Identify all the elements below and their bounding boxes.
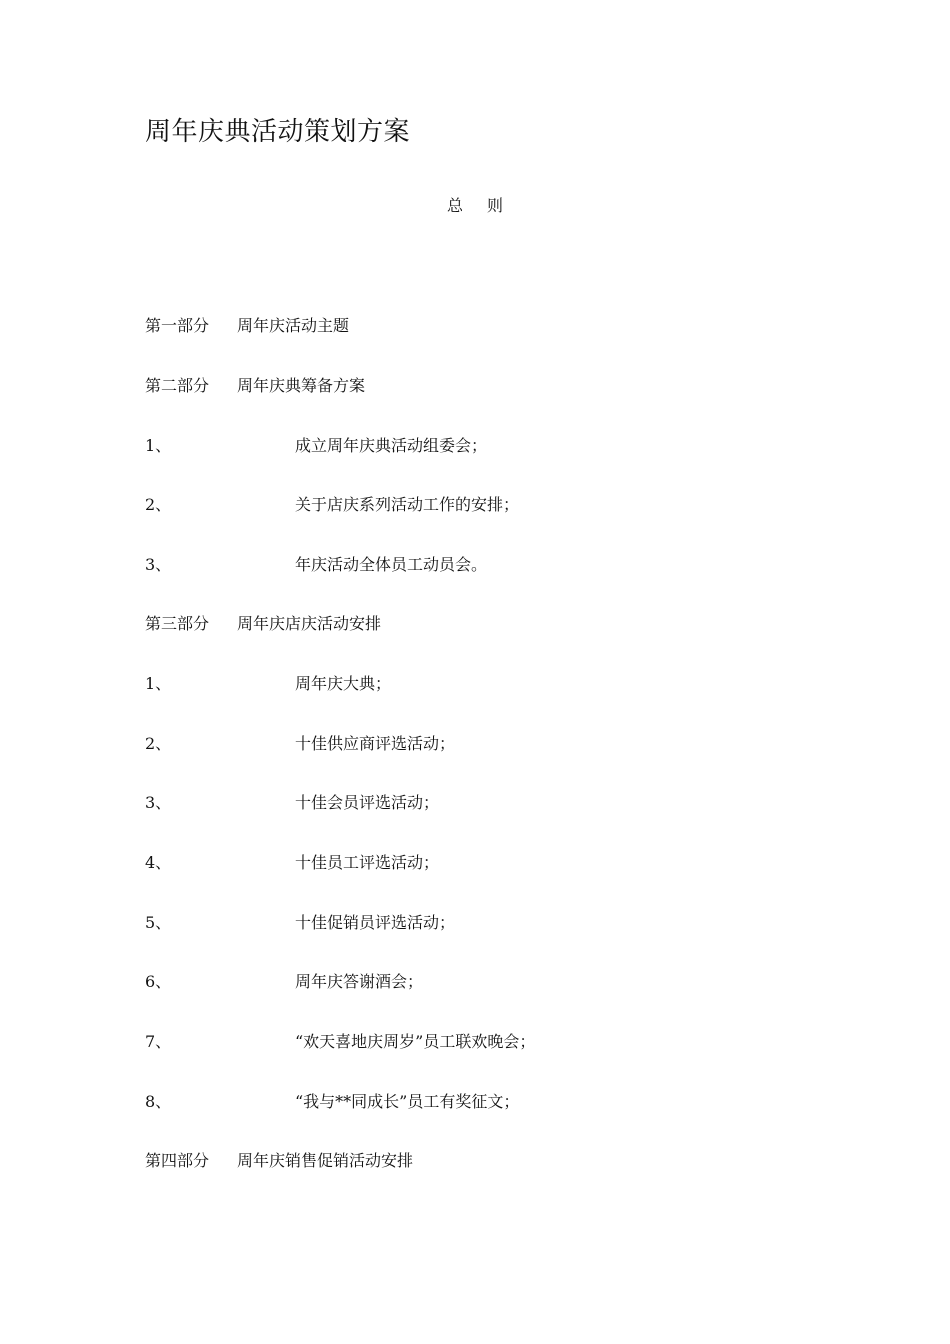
item-number: 1、	[145, 436, 172, 455]
list-item	[145, 492, 519, 518]
item-text: 成立周年庆典活动组委会；	[295, 436, 488, 455]
item-text: 年庆活动全体员工动员会。	[295, 555, 488, 574]
document-title: 周年庆典活动策划方案	[145, 117, 411, 147]
item-text: “我与**同成长”员工有奖征文；	[295, 1092, 520, 1111]
item-text: 十佳员工评选活动；	[295, 853, 440, 872]
item-text: 周年庆答谢酒会；	[295, 972, 424, 991]
heading-char-2: 则	[487, 196, 504, 215]
list-item	[145, 1089, 519, 1115]
item-number: 4、	[145, 853, 172, 872]
list-item	[145, 850, 439, 876]
part-heading-4	[145, 1148, 413, 1174]
section-heading-general	[0, 194, 950, 218]
item-number: 2、	[145, 734, 172, 753]
item-number: 5、	[145, 913, 172, 932]
part-title: 周年庆销售促销活动安排	[237, 1151, 414, 1170]
part-title: 周年庆活动主题	[237, 316, 350, 335]
part-label: 第四部分	[145, 1151, 210, 1170]
item-text: 周年庆大典；	[295, 674, 392, 693]
item-text: 十佳促销员评选活动；	[295, 913, 456, 932]
item-number: 7、	[145, 1032, 172, 1051]
part-heading-3	[145, 611, 381, 637]
item-number: 3、	[145, 793, 172, 812]
part-label: 第一部分	[145, 316, 210, 335]
part-heading-1	[145, 313, 349, 339]
item-text: 十佳会员评选活动；	[295, 793, 440, 812]
part-title: 周年庆店庆活动安排	[237, 614, 382, 633]
list-item	[145, 969, 423, 995]
part-title: 周年庆典筹备方案	[237, 376, 366, 395]
heading-char-1: 总	[446, 196, 463, 215]
item-text: “欢天喜地庆周岁”员工联欢晚会；	[295, 1032, 536, 1051]
list-item	[145, 552, 487, 578]
list-item	[145, 1029, 535, 1055]
item-number: 2、	[145, 495, 172, 514]
part-label: 第三部分	[145, 614, 210, 633]
list-item	[145, 910, 455, 936]
item-number: 6、	[145, 972, 172, 991]
part-label: 第二部分	[145, 376, 210, 395]
item-text: 关于店庆系列活动工作的安排；	[295, 495, 520, 514]
part-heading-2	[145, 373, 365, 399]
item-number: 3、	[145, 555, 172, 574]
item-number: 1、	[145, 674, 172, 693]
item-text: 十佳供应商评选活动；	[295, 734, 456, 753]
item-number: 8、	[145, 1092, 172, 1111]
list-item	[145, 731, 455, 757]
list-item	[145, 433, 487, 459]
list-item	[145, 671, 391, 697]
list-item	[145, 790, 439, 816]
